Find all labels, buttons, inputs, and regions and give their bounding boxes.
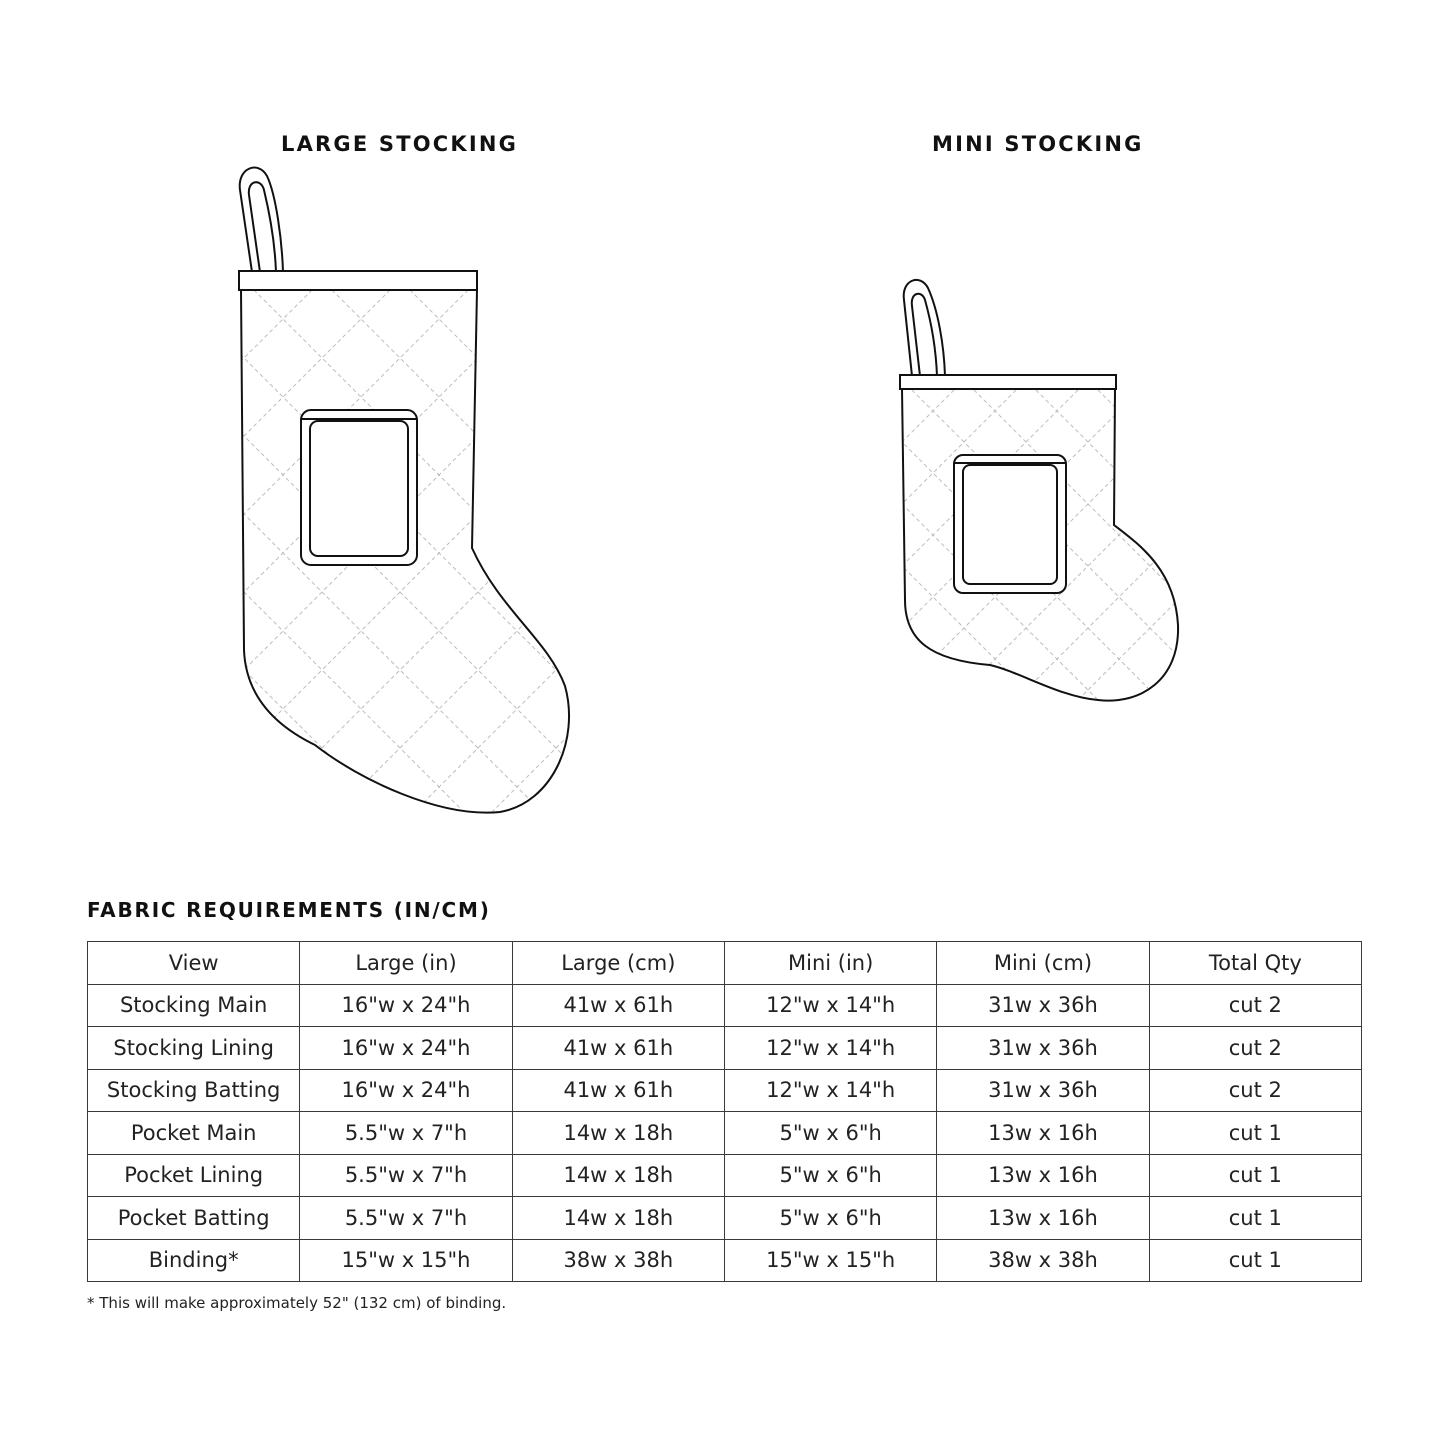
mini-hanging-loop-icon xyxy=(904,280,945,376)
mini-pocket-outer-icon xyxy=(954,455,1066,593)
table-cell: 41w x 61h xyxy=(512,1069,724,1112)
table-cell: 31w x 36h xyxy=(937,984,1149,1027)
mini-quilting-icon xyxy=(0,380,1445,720)
table-cell: cut 1 xyxy=(1149,1239,1361,1282)
mini-cuff-icon xyxy=(900,375,1116,389)
header-mini-cm: Mini (cm) xyxy=(937,942,1149,985)
table-cell: cut 1 xyxy=(1149,1197,1361,1240)
table-cell: 16"w x 24"h xyxy=(300,984,512,1027)
table-cell: Pocket Lining xyxy=(88,1154,300,1197)
fabric-requirements-table xyxy=(87,941,1362,1282)
table-cell: 38w x 38h xyxy=(512,1239,724,1282)
table-row xyxy=(88,1197,1362,1240)
table-cell: 13w x 16h xyxy=(937,1154,1149,1197)
table-cell: Pocket Batting xyxy=(88,1197,300,1240)
table-cell: 5"w x 6"h xyxy=(724,1197,936,1240)
header-large-cm: Large (cm) xyxy=(512,942,724,985)
header-view: View xyxy=(88,942,300,985)
table-cell: cut 1 xyxy=(1149,1112,1361,1155)
table-cell: 13w x 16h xyxy=(937,1112,1149,1155)
table-cell: 38w x 38h xyxy=(937,1239,1149,1282)
header-large-in: Large (in) xyxy=(300,942,512,985)
table-cell: cut 2 xyxy=(1149,984,1361,1027)
table-cell: 5"w x 6"h xyxy=(724,1154,936,1197)
table-cell: 41w x 61h xyxy=(512,984,724,1027)
table-cell: Pocket Main xyxy=(88,1112,300,1155)
table-cell: 5.5"w x 7"h xyxy=(300,1154,512,1197)
table-cell: 5.5"w x 7"h xyxy=(300,1197,512,1240)
table-cell: cut 2 xyxy=(1149,1027,1361,1070)
table-row xyxy=(88,1154,1362,1197)
table-cell: 12"w x 14"h xyxy=(724,1069,936,1112)
table-cell: 14w x 18h xyxy=(512,1197,724,1240)
table-cell: cut 1 xyxy=(1149,1154,1361,1197)
table-row xyxy=(88,1239,1362,1282)
table-row xyxy=(88,1027,1362,1070)
table-cell: 16"w x 24"h xyxy=(300,1027,512,1070)
table-cell: 31w x 36h xyxy=(937,1027,1149,1070)
table-cell: 15"w x 15"h xyxy=(724,1239,936,1282)
table-cell: 14w x 18h xyxy=(512,1154,724,1197)
table-row xyxy=(88,984,1362,1027)
table-cell: 31w x 36h xyxy=(937,1069,1149,1112)
table-cell: Binding* xyxy=(88,1239,300,1282)
table-cell: 12"w x 14"h xyxy=(724,984,936,1027)
table-cell: 5.5"w x 7"h xyxy=(300,1112,512,1155)
table-cell: 41w x 61h xyxy=(512,1027,724,1070)
table-cell: 16"w x 24"h xyxy=(300,1069,512,1112)
binding-footnote: * This will make approximately 52" (132 cm) of binding. xyxy=(87,1294,507,1312)
mini-stocking-title: MINI STOCKING xyxy=(932,132,1144,156)
table-cell: Stocking Lining xyxy=(88,1027,300,1070)
fabric-requirements-title: FABRIC REQUIREMENTS (IN/CM) xyxy=(87,898,491,922)
table-cell: 5"w x 6"h xyxy=(724,1112,936,1155)
table-cell: cut 2 xyxy=(1149,1069,1361,1112)
table-cell: Stocking Batting xyxy=(88,1069,300,1112)
header-mini-in: Mini (in) xyxy=(724,942,936,985)
large-stocking-title: LARGE STOCKING xyxy=(281,132,519,156)
table-cell: 15"w x 15"h xyxy=(300,1239,512,1282)
table-cell: 14w x 18h xyxy=(512,1112,724,1155)
table-header-row xyxy=(88,942,1362,985)
table-row xyxy=(88,1112,1362,1155)
table-cell: Stocking Main xyxy=(88,984,300,1027)
table-cell: 13w x 16h xyxy=(937,1197,1149,1240)
table-row xyxy=(88,1069,1362,1112)
table-cell: 12"w x 14"h xyxy=(724,1027,936,1070)
header-total-qty: Total Qty xyxy=(1149,942,1361,985)
